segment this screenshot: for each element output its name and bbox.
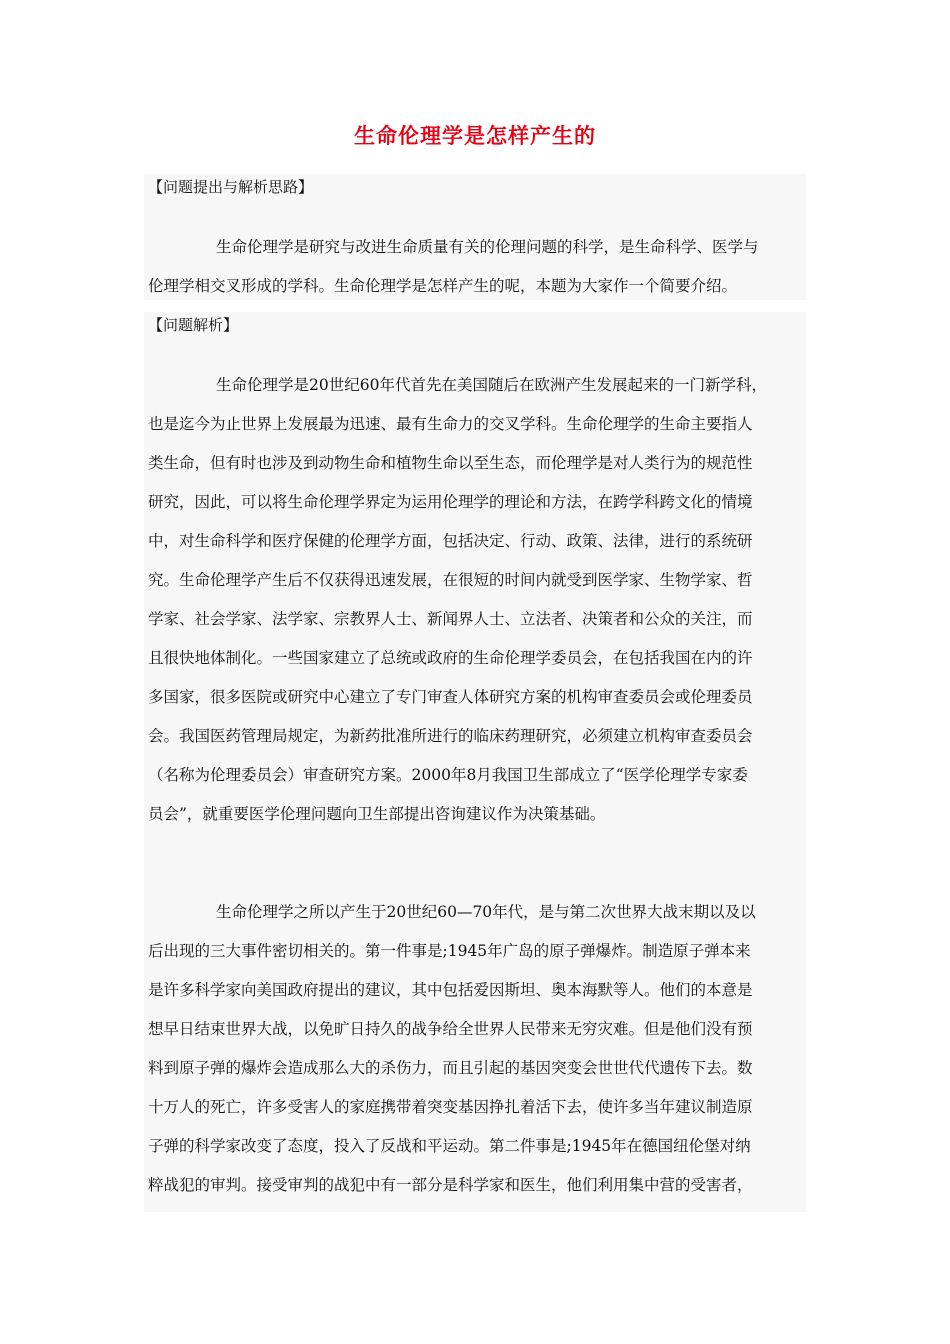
paragraph-line: 类生命，但有时也涉及到动物生命和植物生命以至生态，而伦理学是对人类行为的规范性 [148, 454, 753, 472]
paragraph-line: 是许多科学家向美国政府提出的建议，其中包括爱因斯坦、奥本海默等人。他们的本意是 [148, 981, 753, 999]
paragraph-line: 究。生命伦理学产生后不仅获得迅速发展，在很短的时间内就受到医学家、生物学家、哲 [148, 571, 753, 589]
intro-paragraph [148, 228, 808, 306]
paragraph-line: 料到原子弹的爆炸会造成那么大的杀伤力，而且引起的基因突变会世世代代遗传下去。数 [148, 1059, 753, 1077]
paragraph-line: 粹战犯的审判。接受审判的战犯中有一部分是科学家和医生，他们利用集中营的受害者， [148, 1176, 753, 1194]
paragraph-line: 员会”，就重要医学伦理问题向卫生部提出咨询建议作为决策基础。 [148, 805, 606, 823]
paragraph-line: 生命伦理学是20世纪60年代首先在美国随后在欧洲产生发展起来的一门新学科， [216, 376, 767, 394]
paragraph-line: 会。我国医药管理局规定，为新药批准所进行的临床药理研究，必须建立机构审查委员会 [148, 727, 753, 745]
section-heading: 【问题解析】 [148, 316, 239, 334]
paragraph-line: 多国家，很多医院或研究中心建立了专门审查人体研究方案的机构审查委员会或伦理委员 [148, 688, 753, 706]
paragraph-line: 研究，因此，可以将生命伦理学界定为运用伦理学的理论和方法，在跨学科跨文化的情境 [148, 493, 753, 511]
paragraph-line: 想早日结束世界大战，以免旷日持久的战争给全世界人民带来无穷灾难。但是他们没有预 [148, 1020, 753, 1038]
analysis-paragraph-2 [148, 893, 808, 1205]
paragraph-line: 生命伦理学是研究与改进生命质量有关的伦理问题的科学，是生命科学、医学与 [216, 238, 759, 256]
section-heading: 【问题提出与解析思路】 [148, 178, 314, 196]
paragraph-line: 子弹的科学家改变了态度，投入了反战和平运动。第二件事是;1945年在德国纽伦堡对纳 [148, 1137, 751, 1155]
paragraph-line: 中，对生命科学和医疗保健的伦理学方面，包括决定、行动、政策、法律，进行的系统研 [148, 532, 753, 550]
paragraph-line: 学家、社会学家、法学家、宗教界人士、新闻界人士、立法者、决策者和公众的关注，而 [148, 610, 753, 628]
document-title: 生命伦理学是怎样产生的 [354, 123, 596, 148]
analysis-paragraph-1 [148, 366, 808, 834]
paragraph-line: 十万人的死亡，许多受害人的家庭携带着突变基因挣扎着活下去，使许多当年建议制造原 [148, 1098, 753, 1116]
paragraph-line: 且很快地体制化。一些国家建立了总统或政府的生命伦理学委员会，在包括我国在内的许 [148, 649, 753, 667]
paragraph-line: （名称为伦理委员会）审查研究方案。2000年8月我国卫生部成立了“医学伦理学专家委 [148, 766, 748, 784]
paragraph-line: 也是迄今为止世界上发展最为迅速、最有生命力的交叉学科。生命伦理学的生命主要指人 [148, 415, 753, 433]
paragraph-line: 生命伦理学之所以产生于20世纪60—70年代，是与第二次世界大战末期以及以 [216, 903, 756, 921]
paragraph-line: 伦理学相交叉形成的学科。生命伦理学是怎样产生的呢，本题为大家作一个简要介绍。 [148, 277, 738, 295]
paragraph-line: 后出现的三大事件密切相关的。第一件事是;1945年广岛的原子弹爆炸。制造原子弹本来 [148, 942, 751, 960]
